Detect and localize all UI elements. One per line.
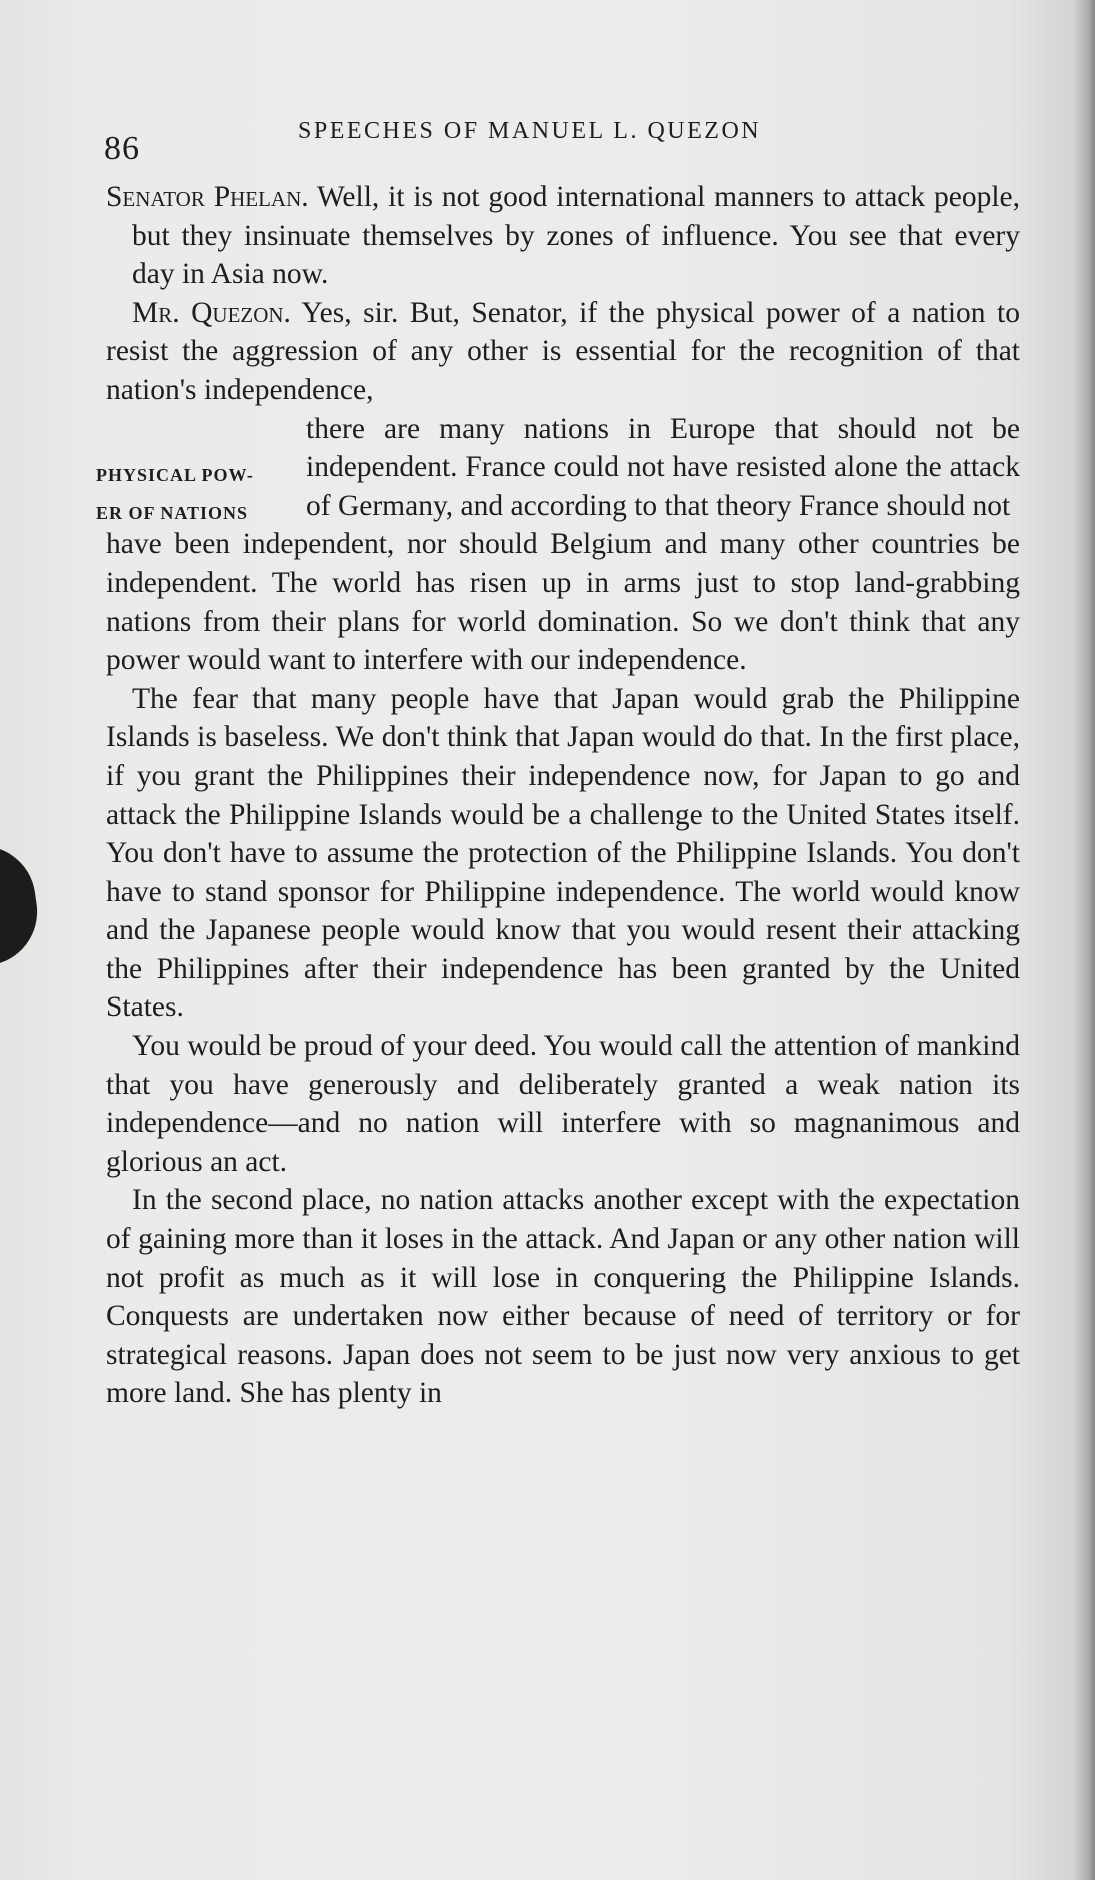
paragraph-text: have been independent, nor should Belgium and many other countries be independent. The world has risen up in arms just to stop land-grabbing nations from their plans for world domination. So we don't think that any power would want to interfere with our independence. [106, 528, 1020, 677]
page-header [104, 112, 1024, 172]
paragraph-text: The fear that many people have that Japan would grab the Philippine Islands is baseless. We don't think that Japan would do that. In the first place, if you grant the Philippines their independence now, for Japan to go and attack the Philippine Islands would be a challenge to the United States itself. You don't have to assume the protection of the Philippine Islands. You don't have to stand sponsor for Philippine independence. The world would know and the Japanese people would know that you would resent their attacking the Philippines after their independence has been granted by the United States. [106, 682, 1020, 1024]
paragraph-text: You would be proud of your deed. You would call the attention of mankind that you have generously and deliberately granted a weak nation its independence—and no nation will interfere with so magnanimous and glorious an act. [106, 1030, 1020, 1178]
thumb-shadow [0, 839, 44, 965]
margin-note-block [96, 410, 1020, 526]
paragraph [106, 294, 1020, 410]
paragraph-text: In the second place, no nation attacks another except with the expectation of gaining more than it loses in the attack. And Japan or any other nation will not profit as much as it will lose in conquering the Philippine Islands. Conquests are undertaken now either because of need of territory or for strategical reasons. Japan does not seem to be just now very anxious to get more land. She has plenty in [106, 1184, 1020, 1410]
running-title: SPEECHES OF MANUEL L. QUEZON [298, 118, 762, 144]
page-number: 86 [104, 130, 140, 167]
paragraph-text: there are many nations in Europe that should not be independent. France could not have resisted alone the attack of Germany, and according to that theory France should not [306, 412, 1020, 522]
paragraph-text: Well, it is not good international manners to attack people, but they insinuate themselves by zones of influence. You see that every day in Asia now. [132, 181, 1020, 291]
page-body [96, 178, 1020, 1413]
margin-note [96, 456, 296, 532]
paragraph [106, 680, 1020, 1027]
page-edge-shadow [1073, 0, 1095, 1880]
paragraph [106, 1027, 1020, 1181]
speaker-name: Mr. Quezon. [132, 296, 291, 329]
margin-note-line: ER OF NATIONS [96, 502, 249, 523]
paragraph [106, 525, 1020, 679]
paragraph [106, 1181, 1020, 1413]
margin-note-line: PHYSICAL POW- [96, 464, 254, 485]
paragraph [106, 178, 1020, 294]
paragraph-text: Yes, sir. But, Senator, if the physical power of a nation to resist the aggression of any other is essential for the recognition of that nation's independence, [106, 296, 1020, 406]
speaker-name: Senator Phelan. [106, 181, 309, 213]
